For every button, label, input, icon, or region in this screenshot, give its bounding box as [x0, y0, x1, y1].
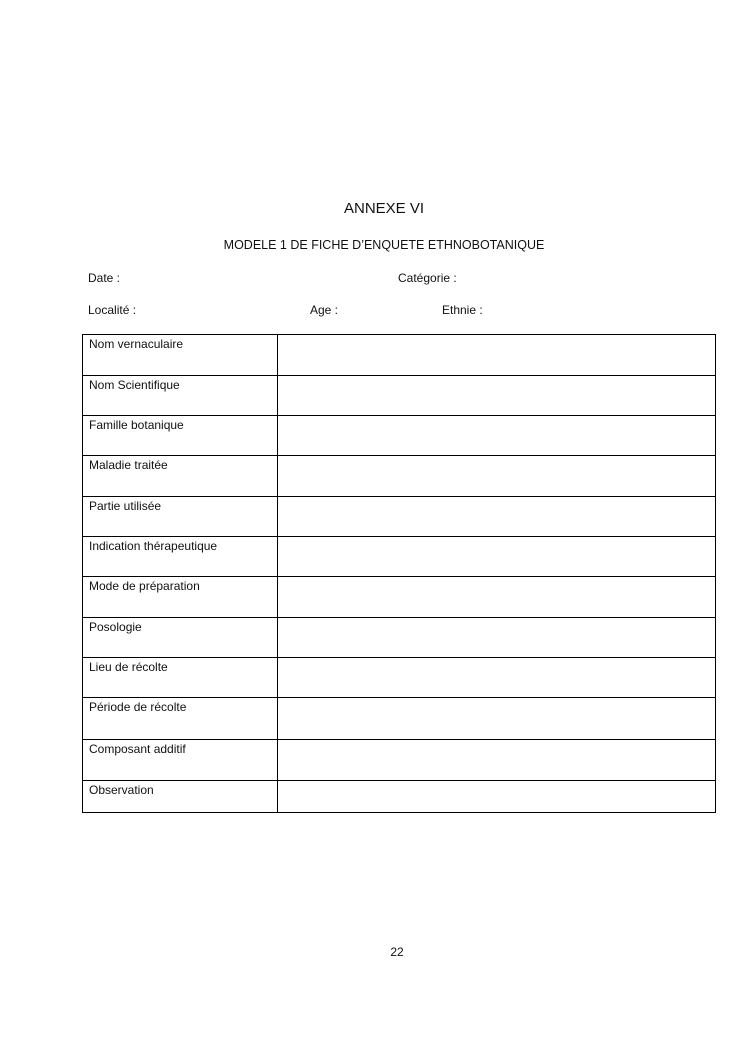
categorie-label: Catégorie :	[398, 271, 457, 285]
survey-table	[82, 334, 716, 813]
table-row	[83, 658, 716, 698]
row-label: Période de récolte	[83, 698, 278, 740]
table-row	[83, 335, 716, 376]
row-label: Indication thérapeutique	[83, 537, 278, 577]
localite-label: Localité :	[88, 303, 137, 317]
row-label: Partie utilisée	[83, 497, 278, 537]
row-value	[278, 740, 716, 781]
table-row	[83, 781, 716, 813]
row-label: Posologie	[83, 618, 278, 658]
row-label: Observation	[83, 781, 278, 813]
row-label: Nom Scientifique	[83, 376, 278, 416]
table-row	[83, 618, 716, 658]
row-label: Composant additif	[83, 740, 278, 781]
form-subtitle: MODELE 1 DE FICHE D’ENQUETE ETHNOBOTANIQUE	[223, 238, 545, 252]
page-number: 22	[390, 945, 404, 959]
row-label: Nom vernaculaire	[83, 335, 278, 376]
table-row	[83, 577, 716, 618]
ethnie-label: Ethnie :	[442, 303, 483, 317]
row-value	[278, 497, 716, 537]
row-value	[278, 781, 716, 813]
row-value	[278, 416, 716, 456]
row-label: Mode de préparation	[83, 577, 278, 618]
date-label: Date :	[88, 271, 121, 285]
row-label: Lieu de récolte	[83, 658, 278, 698]
row-value	[278, 698, 716, 740]
table-row	[83, 537, 716, 577]
row-label: Famille botanique	[83, 416, 278, 456]
table-row	[83, 698, 716, 740]
table-row	[83, 740, 716, 781]
table-row	[83, 497, 716, 537]
table-row	[83, 416, 716, 456]
row-value	[278, 537, 716, 577]
table-row	[83, 456, 716, 497]
row-value	[278, 658, 716, 698]
row-value	[278, 376, 716, 416]
annex-title: ANNEXE VI	[343, 200, 425, 217]
age-label: Age :	[310, 303, 339, 317]
table-row	[83, 376, 716, 416]
row-value	[278, 577, 716, 618]
row-value	[278, 456, 716, 497]
row-label: Maladie traitée	[83, 456, 278, 497]
row-value	[278, 618, 716, 658]
row-value	[278, 335, 716, 376]
